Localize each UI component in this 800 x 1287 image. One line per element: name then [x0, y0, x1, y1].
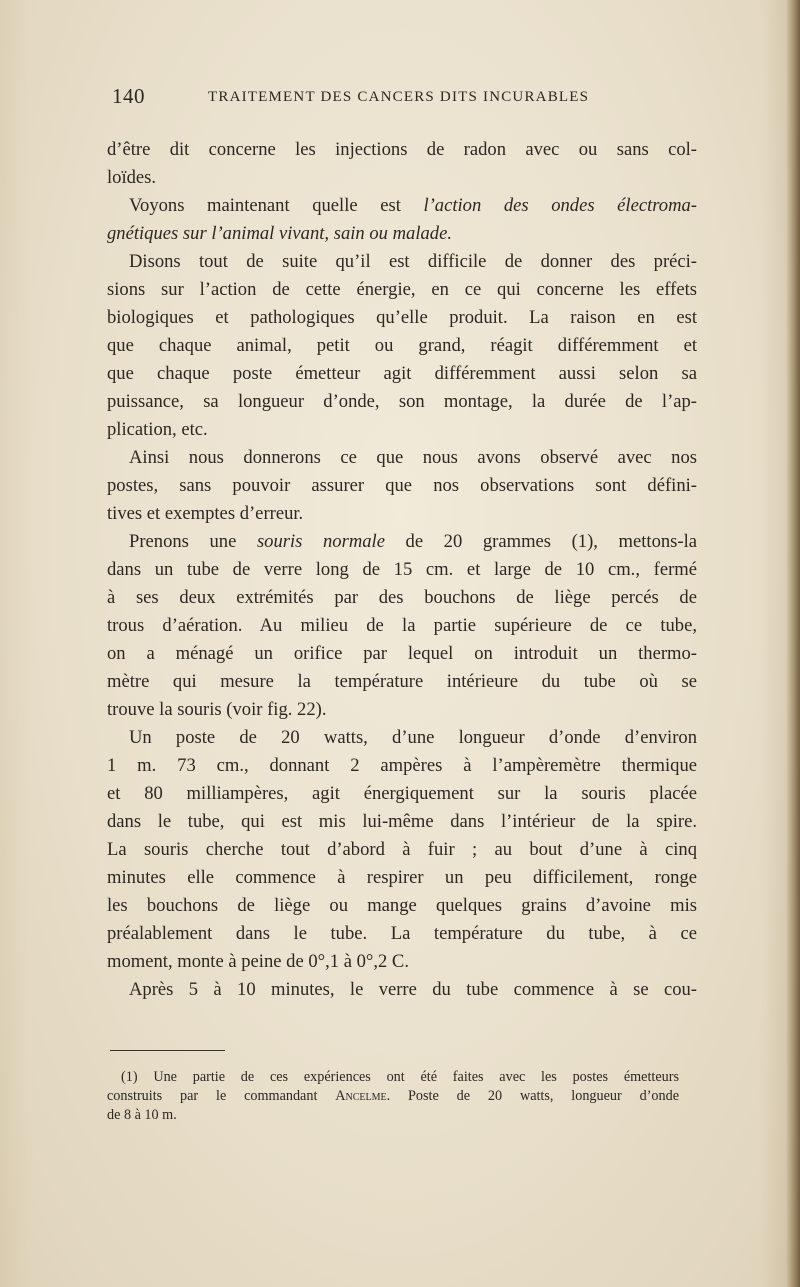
italic-phrase: souris normale: [256, 531, 385, 552]
text-line: tives et exemptes d’erreur.: [107, 503, 304, 524]
running-title: TRAITEMENT DES CANCERS DITS INCURABLES: [208, 89, 590, 105]
text-line: biologiques et pathologiques qu’elle produit. La raison en est: [107, 307, 697, 328]
text-span: de 20 grammes (1), mettons-la: [384, 531, 698, 552]
text-line: moment, monte à peine de 0°,1 à 0°,2 C.: [107, 951, 409, 972]
text-line: les bouchons de liège ou mange quelques grains d’avoine mis: [107, 895, 697, 916]
text-line: minutes elle commence à respirer un peu difficilement, ronge: [107, 867, 697, 888]
text-line: à ses deux extrémités par des bouchons de liège percés de: [107, 587, 697, 608]
italic-phrase: gnétiques sur l’animal vivant, sain ou malade.: [107, 223, 452, 244]
text-line: préalablement dans le tube. La température du tube, à ce: [107, 923, 697, 944]
text-line: [107, 192, 697, 220]
text-line: trous d’aération. Au milieu de la partie supérieure de ce tube,: [107, 615, 697, 636]
text-line: Ainsi nous donnerons ce que nous avons observé avec nos: [129, 447, 697, 468]
text-line: Un poste de 20 watts, d’une longueur d’onde d’environ: [129, 727, 697, 748]
text-line: d’être dit concerne les injections de radon avec ou sans col-: [107, 139, 697, 160]
page-number: 140: [112, 84, 145, 108]
text-line: que chaque animal, petit ou grand, réagit différemment et: [107, 335, 697, 356]
text-span: construits par le commandant: [107, 1088, 336, 1104]
footnote-rule: [110, 1050, 225, 1051]
text-line: 1 m. 73 cm., donnant 2 ampères à l’ampèremètre thermique: [107, 755, 697, 776]
text-span: . Poste de 20 watts, longueur d’onde: [386, 1088, 679, 1104]
text-line: dans un tube de verre long de 15 cm. et large de 10 cm., fermé: [107, 559, 697, 580]
text-line: Disons tout de suite qu’il est difficile de donner des préci-: [129, 251, 697, 272]
page-header: [112, 84, 712, 110]
text-span: Prenons une: [129, 531, 257, 552]
footnote: [107, 1068, 679, 1125]
text-line: puissance, sa longueur d’onde, son montage, la durée de l’ap-: [107, 391, 697, 412]
text-line: Après 5 à 10 minutes, le verre du tube commence à se cou-: [129, 979, 697, 1000]
body-text: [107, 136, 697, 1004]
text-line: dans le tube, qui est mis lui-même dans l’intérieur de la spire.: [107, 811, 697, 832]
text-line: loïdes.: [107, 167, 157, 188]
text-line: La souris cherche tout d’abord à fuir ; au bout d’une à cinq: [107, 839, 697, 860]
text-line: sions sur l’action de cette énergie, en ce qui concerne les effets: [107, 279, 697, 300]
text-line: [107, 220, 697, 248]
text-line: que chaque poste émetteur agit différemment aussi selon sa: [107, 363, 697, 384]
text-span: Voyons maintenant quelle est: [129, 195, 424, 216]
text-line: mètre qui mesure la température intérieure du tube où se: [107, 671, 697, 692]
text-line: postes, sans pouvoir assurer que nos observations sont défini-: [107, 475, 697, 496]
author-name: Ancelme: [335, 1088, 387, 1104]
italic-phrase: l’action des ondes électroma-: [423, 195, 697, 216]
footnote-line: de 8 à 10 m.: [107, 1107, 177, 1123]
text-line: [107, 528, 697, 556]
text-line: et 80 milliampères, agit énergiquement sur la souris placée: [107, 783, 697, 804]
footnote-line: (1) Une partie de ces expériences ont été faites avec les postes émetteurs: [121, 1069, 679, 1085]
text-line: trouve la souris (voir fig. 22).: [107, 699, 327, 720]
footnote-line: [107, 1087, 679, 1106]
text-line: plication, etc.: [107, 419, 208, 440]
page-edge-shadow: [786, 0, 800, 1287]
text-line: on a ménagé un orifice par lequel on introduit un thermo-: [107, 643, 697, 664]
